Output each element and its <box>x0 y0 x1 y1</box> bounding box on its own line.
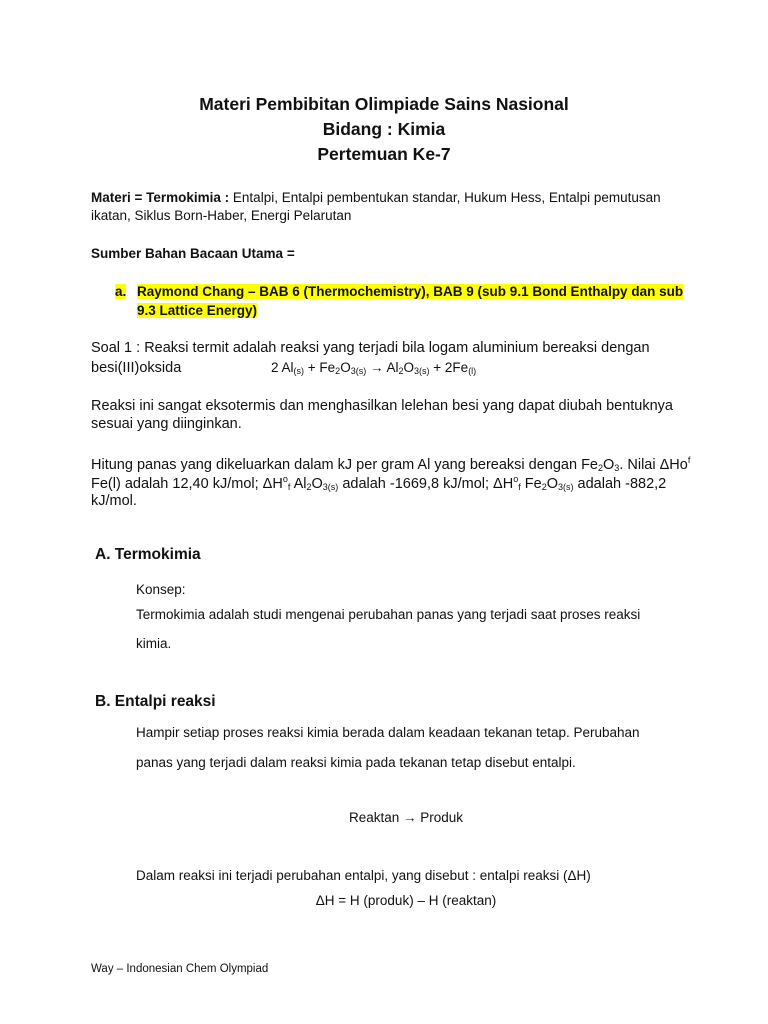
text-fragment: 3 <box>414 366 420 376</box>
footer: Way – Indonesian Chem Olympiad <box>91 963 269 975</box>
materi-label: Materi = Termokimia : <box>91 190 230 205</box>
text-fragment: Hitung panas yang dikeluarkan dalam kJ per gram Al yang bereaksi dengan Fe <box>91 456 598 473</box>
enthalpy-formula: ΔH = H (produk) – H (reaktan) <box>315 893 497 908</box>
text-fragment: 2 <box>541 481 547 492</box>
title-line-2: Bidang : Kimia <box>322 119 446 139</box>
section-b-heading: B. Entalpi reaksi <box>95 693 216 710</box>
section-b-line-1: Hampir setiap proses reaksi kimia berada dalam keadaan tekanan tetap. Perubahan <box>136 725 640 740</box>
konsep-label: Konsep: <box>136 582 186 597</box>
paragraph-exo-2: sesuai yang diinginkan. <box>91 416 242 432</box>
sumber-item-line-2: 9.3 Lattice Energy) <box>137 303 258 318</box>
reaction-equation <box>271 360 476 376</box>
text-fragment: 2 <box>598 462 604 473</box>
text-fragment: Al <box>290 475 307 492</box>
title-line-1: Materi Pembibitan Olimpiade Sains Nasional <box>199 94 569 114</box>
text-fragment: Fe(l) adalah 12,40 kJ/mol; ΔH <box>91 475 283 492</box>
paragraph-exo-1: Reaksi ini sangat eksotermis dan menghasilkan lelehan besi yang dapat diubah bentuknya <box>91 398 673 414</box>
text-fragment: (l) <box>468 366 477 376</box>
text-fragment: + Fe <box>304 360 336 375</box>
section-a-heading: A. Termokimia <box>95 546 201 563</box>
text-fragment: 3 <box>558 481 564 492</box>
text-fragment: + 2Fe <box>429 360 469 375</box>
text-fragment: o <box>282 474 288 484</box>
reaction-scheme: Reaktan → Produk <box>348 810 464 825</box>
section-a-line-1: Termokimia adalah studi mengenai perubahan panas yang terjadi saat proses reaksi <box>136 607 641 622</box>
text-fragment: O <box>403 360 415 375</box>
materi-line-1 <box>91 190 661 205</box>
text-fragment: adalah -1669,8 kJ/mol; ΔH <box>338 475 514 492</box>
text-fragment: adalah -882,2 <box>573 475 667 492</box>
sumber-item-line-1: Raymond Chang – BAB 6 (Thermochemistry), BAB 9 (sub 9.1 Bond Enthalpy dan sub <box>137 284 684 299</box>
text-fragment: 2 <box>398 366 404 376</box>
text-fragment: f <box>687 455 691 465</box>
section-b-line-3: Dalam reaksi ini terjadi perubahan entalpi, yang disebut : entalpi reaksi (ΔH) <box>136 868 591 883</box>
soal-line-1: Soal 1 : Reaksi termit adalah reaksi yang terjadi bila logam aluminium bereaksi dengan <box>91 340 650 356</box>
text-fragment: (s) <box>293 366 305 376</box>
text-fragment: (s) <box>563 481 574 492</box>
text-fragment: 2 <box>306 481 312 492</box>
text-fragment: O <box>340 360 351 375</box>
text-fragment: 3 <box>614 462 620 473</box>
text-fragment: o <box>679 456 688 473</box>
text-fragment: 3 <box>350 366 356 376</box>
sumber-marker: a. <box>115 284 127 299</box>
text-fragment: O <box>546 475 558 492</box>
section-b-line-2: panas yang terjadi dalam reaksi kimia pada tekanan tetap disebut entalpi. <box>136 755 576 770</box>
text-fragment: f <box>287 481 291 492</box>
materi-line-2: ikatan, Siklus Born-Haber, Energi Pelarutan <box>91 208 352 223</box>
question-line-1 <box>91 455 690 473</box>
text-fragment: o <box>513 474 519 484</box>
text-fragment: 3 <box>322 481 328 492</box>
text-fragment: . Nilai ΔH <box>619 456 680 473</box>
text-fragment: Fe <box>520 475 542 492</box>
question-line-3: kJ/mol. <box>91 493 137 509</box>
text-fragment: (s) <box>355 366 367 376</box>
text-fragment: (s) <box>327 481 339 492</box>
materi-text: Entalpi, Entalpi pembentukan standar, Hukum Hess, Entalpi pemutusan <box>229 190 661 205</box>
question-line-2 <box>91 474 666 492</box>
text-fragment: O <box>311 475 323 492</box>
text-fragment: O <box>603 456 615 473</box>
text-fragment: (s) <box>419 366 430 376</box>
sumber-label: Sumber Bahan Bacaan Utama = <box>91 246 295 261</box>
section-a-line-2: kimia. <box>136 636 172 651</box>
text-fragment: 2 <box>335 366 341 376</box>
text-fragment: 2 Al <box>271 360 294 375</box>
soal-line-2: besi(III)oksida <box>91 360 182 376</box>
text-fragment: f <box>518 481 521 492</box>
text-fragment: → Al <box>366 360 399 375</box>
title-line-3: Pertemuan Ke-7 <box>317 144 451 164</box>
